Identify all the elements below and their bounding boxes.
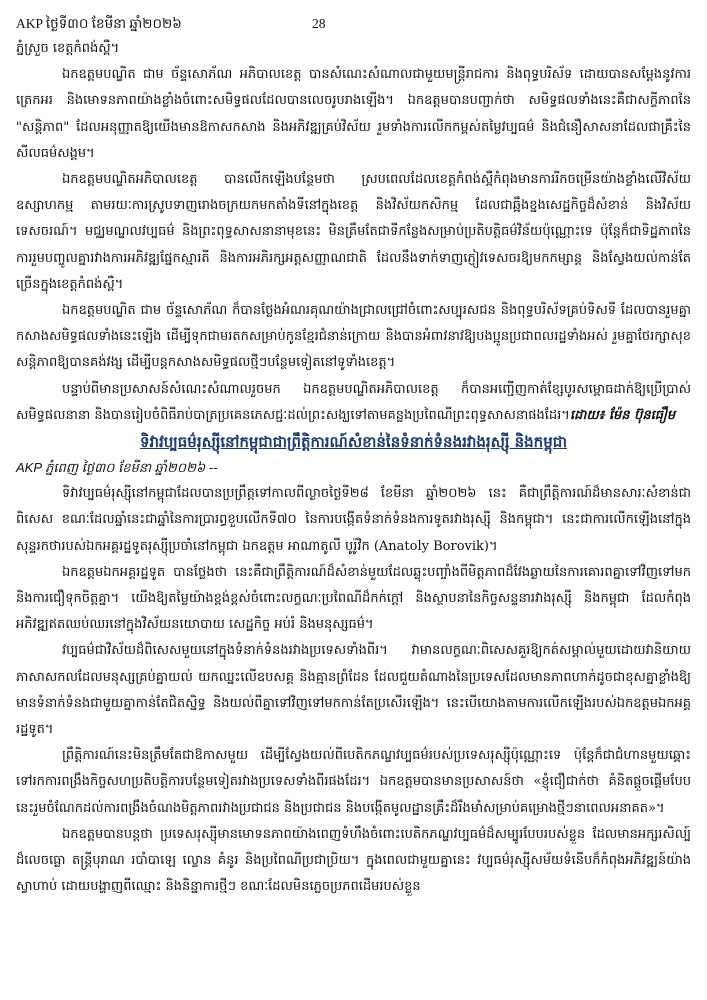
page-content <box>16 36 691 901</box>
header-dateline: AKP ថ្ងៃទី៣០ ខែមីនា ឆ្នាំ២០២៦ <box>16 16 182 31</box>
article1-paragraph-4-text: បន្ទាប់ពីមានប្រសាសន៍សំណេះសំណាលរួចមក ឯកឧត្តមបណ្ឌិតអភិបាលខេត្ត ក៏បានអញ្ជើញកាត់ខ្សែបូរសម្ពោធដាក់ឱ្យប្រើប្រាស់សមិទ្ធផលនានា និងបានរៀបចំពិធីរាប់បាត្រប្រគេនភេសជ្ជៈដល់ព្រះសង្ឃទៅតាមគន្លងប្រពៃណីព្រះពុទ្ធសាសនាផងដែរ។ <box>16 381 691 423</box>
article2-paragraph-4: ព្រឹត្តិការណ៍នេះមិនត្រឹមតែជាឱកាសមួយ ដើម្បីស្វែងយល់ពីបេតិកភណ្ឌវប្បធម៌របស់ប្រទេសរុស្ស៊ីប៉ុណ្ណោះទេ ប៉ុន្តែក៏ជាជំហានមួយឆ្ពោះទៅរកការពង្រឹងកិច្ចសហប្រតិបត្តិការបន្ថែមទៀតរវាងប្រទេសទាំងពីរផងដែរ។ ឯកឧត្តមបានមានប្រសាសន៍ថា «ខ្ញុំជឿជាក់ថា គំនិតផ្តួចផ្តើមបែបនេះរួមចំណែកដល់ការពង្រឹងចំណងមិត្តភាពរវាងប្រជាជន និងប្រជាជន និងបង្កើតមូលដ្ឋានគ្រឹះដ៏រឹងមាំសម្រាប់គម្រោងថ្មីៗនាពេលអនាគត»។ <box>16 748 691 816</box>
article2-paragraph-1: ទិវាវប្បធម៌រុស្ស៊ីនៅកម្ពុជាដែលបានប្រព្រឹត្តទៅកាលពីល្ងាចថ្ងៃទី២៨ ខែមីនា ឆ្នាំ២០២៦ នេះ គឺជាព្រឹត្តិការណ៍ដ៏មានសារៈសំខាន់ជាពិសេស ខណៈដែលឆ្នាំនេះជាឆ្នាំនៃការប្រារព្ធខួបលើកទី៧០ នៃការបង្កើតទំនាក់ទំនងការទូតរវាងរុស្ស៊ី និងកម្ពុជា។ នេះជាការលើកឡើងនៅក្នុងសុន្ទរកថារបស់ឯកអគ្គរដ្ឋទូតរុស្ស៊ីប្រចាំនៅកម្ពុជា ឯកឧត្តម អាណាតូលី បូរ៉ូវិក (Anatoly Borovik)។ <box>16 486 691 554</box>
article1-paragraph-3: ឯកឧត្តមបណ្ឌិត ជាម ច័ន្ទសោភ័ណ ក៏បានថ្លែងអំណរគុណយ៉ាងជ្រាលជ្រៅចំពោះសប្បុរសជន និងពុទ្ធបរិស័ទគ្រប់ទិសទី ដែលបានរួមគ្នាកសាងសមិទ្ធផលទាំងនេះឡើង ដើម្បីទុកជាមរតកសម្រាប់កូនខ្មែរជំនាន់ក្រោយ និងបានអំពាវនាវឱ្យបងប្អូនប្រជាពលរដ្ឋទាំងអស់ រួមគ្នាថែរក្សាសុខសន្តិភាពឱ្យបានគង់វង្ស ដើម្បីបន្តកសាងសមិទ្ធផលថ្មីៗបន្ថែមទៀតនៅទូទាំងខេត្ត។ <box>16 303 691 371</box>
article1-lead: ភ្នំស្រួច ខេត្តកំពង់ស្ពឺ។ <box>16 41 120 56</box>
article1-byline: ដោយ៖ ម៉ែន ប៊ុនធឿម <box>569 407 676 423</box>
page-number: 28 <box>312 16 326 31</box>
article2-paragraph-3: វប្បធម៌ជាវិស័យដ៏ពិសេសមួយនៅក្នុងទំនាក់ទំនងរវាងប្រទេសទាំងពីរ។ វាមានលក្ខណៈពិសេសគួរឱ្យកត់សម្គាល់មួយដោយវានិយាយភាសាសកលដែលមនុស្សគ្រប់គ្នាយល់ យកឈ្នះលើឧបសគ្គ និងគ្មានព្រំដែន ដែលជួយតំណាងនៃប្រទេសដែលមានភាពហាក់ដូចជាខុសគ្នាខ្លាំងឱ្យមានទំនាក់ទំនងជាមួយគ្នាកាន់តែជិតស្និទ្ធ និងយល់ពីគ្នាទៅវិញទៅមកកាន់តែប្រសើរឡើង។ នេះបើយោងតាមការលើកឡើងរបស់ឯកឧត្តមឯកអគ្គរដ្ឋទូត។ <box>16 643 691 738</box>
article1-paragraph-1: ឯកឧត្តមបណ្ឌិត ជាម ច័ន្ទសោភ័ណ អភិបាលខេត្ត បានសំណេះសំណាលជាមួយមន្ត្រីរាជការ និងពុទ្ធបរិស័ទ ដោយបានសម្តែងនូវការត្រេកអរ និងមោទនភាពយ៉ាងខ្លាំងចំពោះសមិទ្ធផលដែលបានលេចរូបរាងឡើង។ ឯកឧត្តមបានបញ្ជាក់ថា សមិទ្ធផលទាំងនេះគឺជាសក្ខីភាពនៃ "សន្តិភាព" ដែលអនុញ្ញាតឱ្យយើងមានឱកាសកសាង និងអភិវឌ្ឍគ្រប់វិស័យ រួមទាំងការលើកកម្ពស់តម្លៃវប្បធម៌ និងជំនឿសាសនាដែលជាគ្រឹះនៃសីលធម៌សង្គម។ <box>16 67 691 161</box>
article2-place-date: AKP ភ្នំពេញ ថ្ងៃ៣០ ខែមីនា ឆ្នាំ២០២៦ -- <box>16 460 218 476</box>
article2-paragraph-2: ឯកឧត្តមឯកអគ្គរដ្ឋទូត បានថ្លែងថា នេះគឺជាព្រឹត្តិការណ៍ដ៏សំខាន់មួយដែលឆ្លុះបញ្ចាំងពីមិត្តភាពដ៏វែងឆ្ងាយនៃការគោរពគ្នាទៅវិញទៅមក និងការជឿទុកចិត្តគ្នា។ យើងឱ្យតម្លៃយ៉ាងខ្ពង់ខ្ពស់ចំពោះលក្ខណៈប្រពៃណីដ៏កក់ក្តៅ និងស្ថាបនានៃកិច្ចសន្ទនារវាងរុស្ស៊ី និងកម្ពុជា ដែលកំពុងអភិវឌ្ឍឥតឈប់ឈរនៅក្នុងវិស័យនយោបាយ សេដ្ឋកិច្ច អប់រំ និងមនុស្សធម៌។ <box>16 564 691 633</box>
article1-paragraph-2: ឯកឧត្តមបណ្ឌិតអភិបាលខេត្ត បានលើកឡើងបន្ថែមថា ស្របពេលដែលខេត្តកំពង់ស្ពឺកំពុងមានការរីកចម្រើនយ៉ាងខ្លាំងលើវិស័យឧស្សាហកម្ម តាមរយៈការស្រូបទាញរោងចក្រយកមកតាំងទីនៅក្នុងខេត្ត និងវិស័យកសិកម្ម ដែលជាឆ្អឹងខ្នងសេដ្ឋកិច្ចដ៏សំខាន់ និងវិស័យទេសចរណ៍។ មជ្ឈមណ្ឌលវប្បធម៌ និងព្រះពុទ្ធសាសនានាមុខនេះ មិនត្រឹមតែជាទីកន្លែងសម្រាប់ប្រតិបត្តិធម៌វិន័យប៉ុណ្ណោះទេ ប៉ុន្តែក៏ជាទិដ្ឋភាពនៃការរួមបញ្ចូលគ្នារវាងការអភិវឌ្ឍផ្នែកស្មារតី និងការអភិរក្សអត្តសញ្ញាណជាតិ ដែលនឹងទាក់ទាញភ្ញៀវទេសចរឱ្យមកកម្សាន្ត និងស្វែងយល់កាន់តែច្រើនក្នុងខេត្តកំពង់ស្ពឺ។ <box>16 172 691 292</box>
page-header <box>16 14 691 34</box>
article2-paragraph-5: ឯកឧត្តមបានបន្តថា ប្រទេសរុស្ស៊ីមានមោទនភាពយ៉ាងពេញទំហឹងចំពោះបេតិកភណ្ឌវប្បធម៌ដ៏សម្បូរបែបរបស់ខ្លួន ដែលមានអក្សរសិល្ប៍ដ៏លេចធ្លោ តន្ត្រីបុរាណ របាំបាឡេ ល្ខោន គំនូរ និងប្រពៃណីប្រជាប្រិយ។ ក្នុងពេលជាមួយគ្នានេះ វប្បធម៌រុស្ស៊ីសម័យទំនើបក៏កំពុងអភិវឌ្ឍន៍យ៉ាងស្វាហាប់ ដោយបង្ហាញពីឈ្មោះ និងនិន្នាការថ្មីៗ ខណៈដែលមិនភ្លេចប្រភពដើមរបស់ខ្លួន <box>16 826 691 895</box>
article1-paragraph-4 <box>16 377 691 429</box>
article2-headline: ទិវាវប្បធម៌រុស្ស៊ីនៅកម្ពុជាជាព្រឹត្តិការណ៍សំខាន់នៃទំនាក់ទំនងរវាងរុស្ស៊ី និងកម្ពុជា <box>139 433 568 452</box>
